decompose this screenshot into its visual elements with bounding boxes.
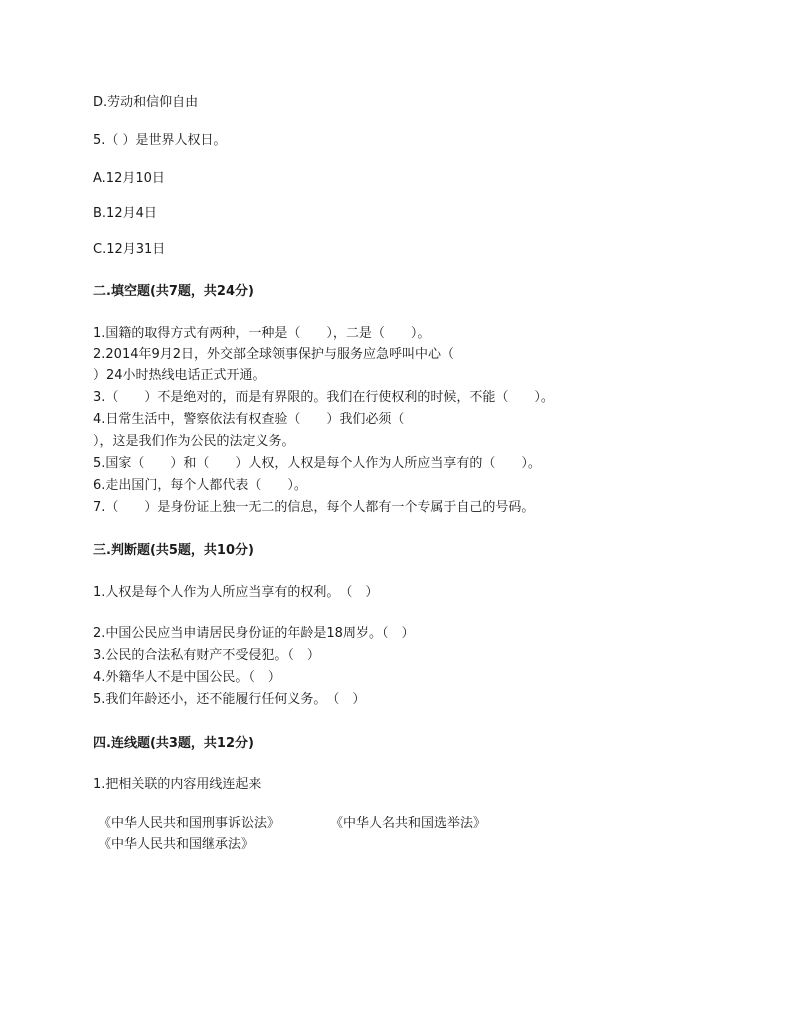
judgment-line: 3.公民的合法私有财产不受侵犯。（ ） [93,648,320,663]
section-3-heading: 三.判断题(共5题，共10分) [93,543,254,558]
matching-item-left: 《中华人民共和国刑事诉讼法》 [98,816,281,831]
question-5: 5.（ ）是世界人权日。 [93,133,227,148]
section-2-heading: 二.填空题(共7题，共24分) [93,284,254,299]
question-5-option-c: C.12月31日 [93,242,166,257]
matching-item-left: 《中华人民共和国继承法》 [98,837,255,852]
question-5-option-b: B.12月4日 [93,206,157,221]
matching-item-right: 《中华人名共和国选举法》 [330,816,487,831]
fill-blank-line: 6.走出国门，每个人都代表（ ）。 [93,478,307,493]
fill-blank-line: 2.2014年9月2日，外交部全球领事保护与服务应急呼叫中心（ [93,347,455,362]
judgment-question-1: 1.人权是每个人作为人所应当享有的权利。 （ ） [93,585,379,600]
fill-blank-line: 3.（ ）不是绝对的，而是有界限的。我们在行使权利的时候，不能（ ）。 [93,390,554,405]
option-d: D.劳动和信仰自由 [93,95,199,110]
judgment-line: 5.我们年龄还小，还不能履行任何义务。 （ ） [93,692,366,707]
matching-question-1: 1.把相关联的内容用线连起来 [93,777,262,792]
fill-blank-line: 4.日常生活中，警察依法有权查验（ ）我们必须（ [93,412,405,427]
fill-blank-line: 5.国家（ ）和（ ）人权，人权是每个人作为人所应当享有的（ ）。 [93,456,541,471]
fill-blank-line: 1.国籍的取得方式有两种，一种是（ ），二是（ ）。 [93,326,431,341]
fill-blank-line: ），这是我们作为公民的法定义务。 [93,434,295,449]
section-4-heading: 四.连线题(共3题，共12分) [93,736,254,751]
judgment-line: 4.外籍华人不是中国公民。（ ） [93,670,281,685]
judgment-line: 2.中国公民应当申请居民身份证的年龄是18周岁。（ ） [93,626,415,641]
fill-blank-line: ）24小时热线电话正式开通。 [93,368,266,383]
fill-blank-line: 7.（ ）是身份证上独一无二的信息，每个人都有一个专属于自己的号码。 [93,500,535,515]
question-5-option-a: A.12月10日 [93,171,165,186]
